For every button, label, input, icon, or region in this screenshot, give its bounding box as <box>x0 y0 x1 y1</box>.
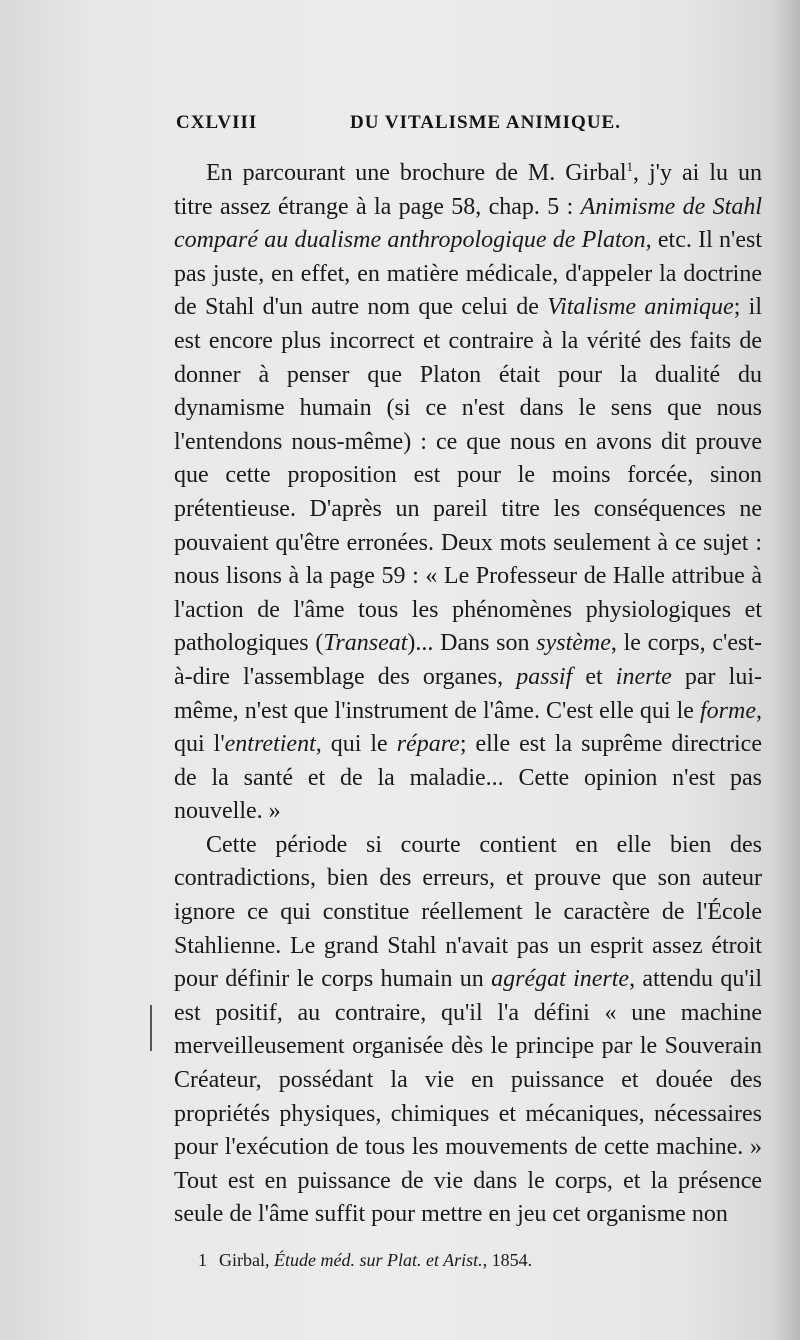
text-run: ; il est encore plus incorrect et contraire à la vérité des faits de donner à penser que Platon était pour la dualité du dynamisme humain (si ce n'est dans le sens que nous l'entendons nous-même) : ce que nous en avons dit prouve que cette proposition est pour le moins forcée, sinon prétentieuse. D'après un pareil titre les conséquences ne pouvaient qu'être erronées. Deux mots seulement à ce sujet : nous lisons à la page 59 : « Le Professeur de Halle attribue à l'action de l'âme tous les phénomènes physiologiques et pathologiques ( <box>174 294 762 657</box>
italic-term: entretient <box>224 731 316 758</box>
paragraph-2 <box>174 829 762 1232</box>
page-folio: CXLVIII <box>176 112 258 133</box>
italic-term: agrégat inerte <box>491 966 630 993</box>
italic-term: Vitalisme animique <box>547 294 734 321</box>
italic-term: inerte <box>615 663 672 690</box>
text-run: , le corps, c'est-à-dire l'assemblage des organes, <box>174 630 763 690</box>
footnote-mark: 1 <box>198 1250 207 1270</box>
text-run: Cette période si courte contient en elle bien des contradictions, bien des erreurs, et prouve que son auteur ignore ce qui constitue réellement le caractère de l'École Stahlienne. Le grand Stahl n'avait pas un esprit assez étroit pour définir le corps humain un <box>174 831 762 993</box>
italic-term: système <box>536 630 611 657</box>
footnote-year: , 1854. <box>482 1250 533 1270</box>
margin-pencil-mark <box>150 1005 152 1051</box>
footnote-title: Étude méd. sur Plat. et Arist. <box>273 1250 483 1270</box>
text-run: ; elle est la suprême directrice de la santé et de la maladie... Cette opinion n'est pas nouvelle. » <box>174 731 762 825</box>
italic-term: passif <box>516 663 573 690</box>
page-header <box>176 112 621 142</box>
text-run: )... Dans son <box>407 630 537 657</box>
text-run: , qui l' <box>174 697 762 758</box>
running-head: DU VITALISME ANIMIQUE. <box>350 112 621 133</box>
text-run: , qui le <box>315 731 397 758</box>
italic-term: forme <box>700 697 756 724</box>
italic-term: répare <box>396 731 460 758</box>
text-run: et <box>572 663 616 690</box>
text-run: etc. Il n'est pas juste, en effet, en matière médicale, d'appeler la doctrine de Stahl d'un autre nom que celui de <box>174 227 763 321</box>
text-run: En parcourant une brochure de M. Girbal <box>206 160 627 186</box>
body-text <box>174 150 762 1232</box>
footnote-reference: 1 <box>626 159 634 174</box>
paragraph-1 <box>174 150 762 829</box>
text-run: , attendu qu'il est positif, au contraire, qu'il l'a défini « une machine merveilleusement organisée dès le principe par le Souverain Créateur, possédant la vie en puissance et douée des propriétés physiques, chimiques et mécaniques, nécessaires pour l'exécution de tous les mouvements de cette machine. » Tout est en puissance de vie dans le corps, et la présence seule de l'âme suffit pour mettre en jeu cet organisme non <box>174 966 762 1228</box>
text-run: par lui-même, n'est que l'instrument de l'âme. C'est elle qui le <box>174 663 762 724</box>
footnote-author: Girbal, <box>219 1250 270 1270</box>
italic-term: Transeat <box>323 630 408 657</box>
footnote <box>198 1248 758 1272</box>
italic-title: Animisme de Stahl comparé au dualisme anthropologique de Platon, <box>174 193 762 254</box>
text-run: , j'y ai lu un titre assez étrange à la page 58, chap. 5 : <box>174 160 762 220</box>
